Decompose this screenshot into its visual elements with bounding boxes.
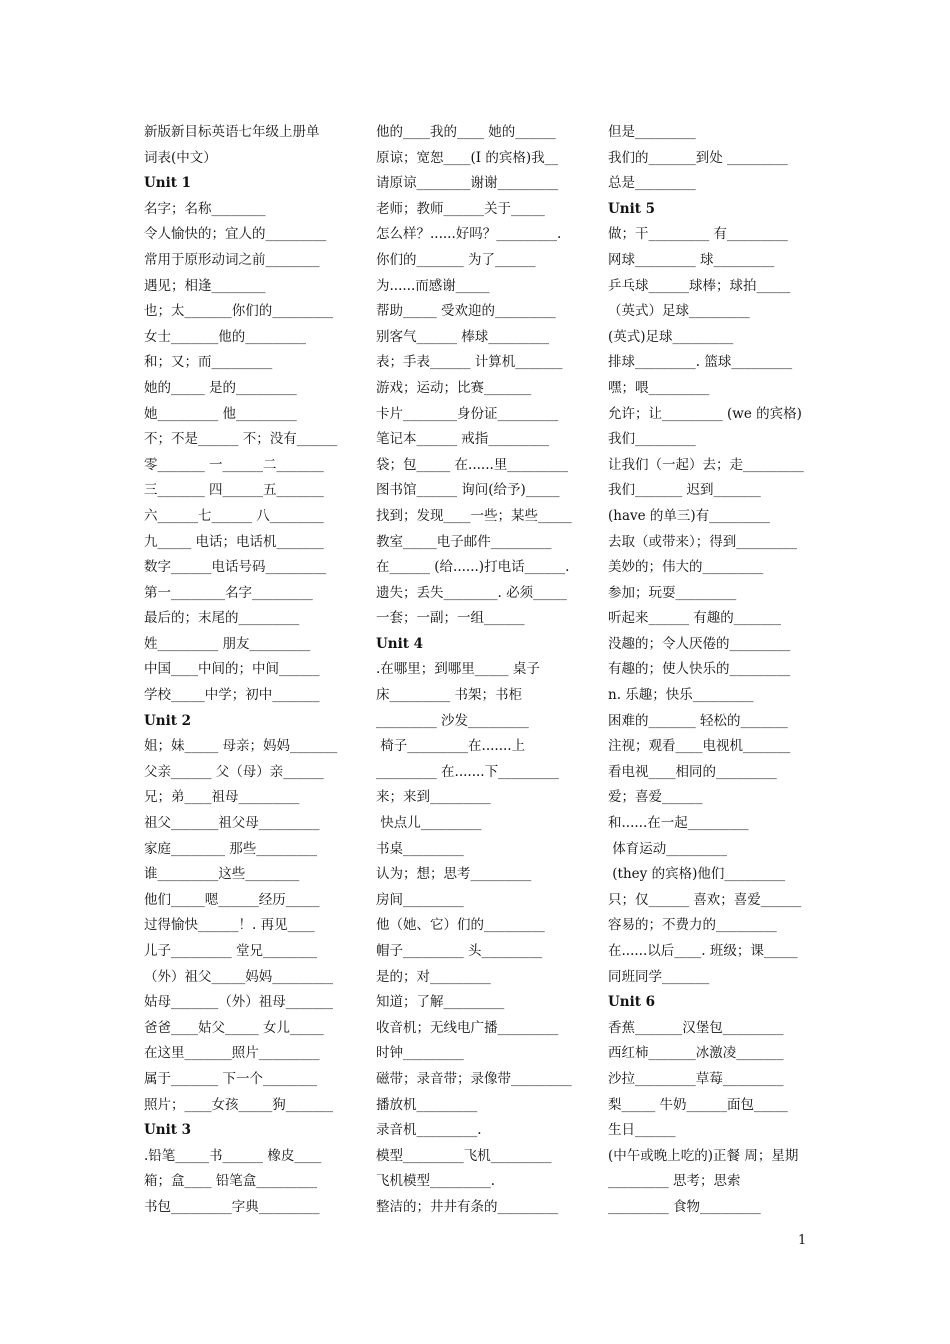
vocab-line: 看电视____相同的_________ — [608, 763, 777, 780]
vocab-line: 他（她、它）们的_________ — [376, 917, 545, 934]
unit-heading: Unit 4 — [376, 635, 424, 652]
vocab-line: 书桌_________ — [376, 840, 464, 857]
vocab-line: 磁带；录音带；录像带_________ — [376, 1070, 572, 1087]
vocab-line: 遇见；相逢________ — [144, 277, 266, 294]
vocab-line: 新版新目标英语七年级上册单 — [144, 124, 320, 140]
vocab-line: 嘿；喂_________ — [608, 379, 710, 396]
vocab-line: 最后的；末尾的_________ — [144, 610, 300, 627]
vocab-line: 姐；妹_____ 母亲；妈妈_______ — [144, 738, 338, 755]
vocab-line: 知道；了解_________ — [376, 994, 505, 1011]
vocab-line: 父亲______ 父（母）亲______ — [144, 763, 324, 780]
vocab-line: 只；仅______ 喜欢；喜爱______ — [608, 891, 802, 908]
vocab-line: 书包_________字典_________ — [144, 1198, 320, 1215]
vocab-line: 总是_________ — [608, 175, 696, 192]
vocab-line: 来；来到_________ — [376, 789, 491, 806]
vocab-line: 在这里_______照片_________ — [144, 1045, 320, 1062]
vocab-line: （英式）足球_________ — [608, 303, 750, 320]
vocab-line: 乒乓球______球棒；球拍_____ — [608, 277, 791, 294]
vocab-line: 房间_________ — [376, 891, 464, 908]
column-2 — [376, 120, 572, 1221]
vocab-line: 谁_________这些________ — [144, 866, 300, 883]
vocab-line: 我们_________ — [608, 431, 696, 448]
vocab-line: 不；不是______ 不；没有______ — [144, 431, 338, 448]
vocab-line: 认为；想；思考_________ — [376, 866, 532, 883]
column-1 — [144, 120, 337, 1221]
vocab-line: 别客气______ 棒球_________ — [376, 328, 550, 345]
vocab-line: 我们_______ 迟到_______ — [608, 482, 761, 499]
vocab-line: 照片；____女孩_____狗_______ — [144, 1096, 333, 1113]
vocab-line: (they 的宾格)他们_________ — [608, 866, 786, 883]
vocab-line: 去取（或带来）；得到_________ — [608, 533, 797, 550]
vocab-line: 他们_____嗯______经历_____ — [144, 891, 320, 908]
vocab-line: 参加；玩耍_________ — [608, 584, 737, 601]
page-number: 1 — [798, 1233, 807, 1248]
vocab-line: 和；又；而_________ — [144, 354, 273, 371]
vocab-line: 词表(中文） — [144, 149, 217, 166]
vocab-line: 零_______ 一______二_______ — [144, 456, 324, 473]
vocab-line: (英式)足球_________ — [608, 328, 734, 345]
vocab-line: (have 的单三)有_________ — [608, 507, 770, 524]
vocab-line: 遗失；丢失________. 必须_____ — [376, 584, 567, 601]
vocab-line: 飞机模型_________. — [376, 1173, 496, 1190]
vocab-line: _________ 食物_________ — [608, 1198, 761, 1215]
vocab-line: 西红柿_______冰激凌_______ — [608, 1045, 784, 1062]
vocab-line: 体育运动_________ — [608, 840, 728, 857]
column-3 — [608, 120, 804, 1221]
vocab-line: 表；手表______ 计算机_______ — [376, 354, 563, 371]
vocab-line: 让我们（一起）去；走_________ — [608, 456, 804, 473]
vocab-line: 听起来______ 有趣的_______ — [608, 610, 782, 627]
vocab-line: 图书馆______ 询问(给予)_____ — [376, 482, 560, 499]
vocab-line: 怎么样？......好吗？_________. — [376, 226, 562, 243]
vocab-line: (中午或晚上吃的)正餐 周；星期 — [608, 1147, 799, 1164]
vocab-line: 属于_______ 下一个________ — [144, 1070, 318, 1087]
vocab-line: n. 乐趣；快乐_________ — [608, 687, 754, 704]
vocab-line: 令人愉快的；宜人的_________ — [144, 226, 327, 243]
vocab-line: 爱；喜爱______ — [608, 789, 703, 806]
vocab-line: 时钟_________ — [376, 1045, 464, 1062]
vocab-line: 快点儿_________ — [376, 815, 482, 832]
vocab-line: 卡片________身份证_________ — [376, 405, 559, 422]
vocab-line: 允许；让_________ (we 的宾格) — [608, 405, 802, 422]
vocab-line: 一套；一副；一组______ — [376, 610, 525, 627]
vocab-line: 你们的_______ 为了______ — [376, 251, 536, 268]
vocab-line: 家庭________ 那些_________ — [144, 840, 318, 857]
vocab-line: 找到；发现____一些；某些_____ — [376, 507, 572, 524]
vocab-line: （外）祖父_____妈妈_________ — [144, 968, 333, 985]
vocab-line: 梨_____ 牛奶______面包_____ — [608, 1096, 788, 1113]
vocab-line: 姑母_______（外）祖母_______ — [144, 994, 333, 1011]
unit-heading: Unit 3 — [144, 1122, 192, 1139]
unit-heading: Unit 1 — [144, 175, 192, 192]
vocab-line: 教室_____电子邮件_________ — [376, 533, 552, 550]
vocab-line: 过得愉快______！. 再见____ — [144, 917, 315, 934]
vocab-line: 做；干_________ 有_________ — [608, 226, 788, 243]
vocab-line: 美妙的；伟大的_________ — [608, 559, 764, 576]
vocab-line: 他的____我的____ 她的______ — [376, 124, 556, 140]
vocab-line: 床_________ 书架；书柜 — [376, 687, 523, 704]
vocab-line: _________ 沙发_________ — [376, 712, 529, 729]
vocab-line: 收音机；无线电广播_________ — [376, 1019, 559, 1036]
vocab-line: 模型_________飞机_________ — [376, 1147, 552, 1164]
vocab-line: 九_____ 电话；电话机_______ — [144, 533, 324, 550]
vocab-line: 老师；教师______关于_____ — [376, 200, 545, 217]
vocab-line: 学校_____中学；初中_______ — [144, 687, 320, 704]
vocab-line: 录音机_________. — [376, 1122, 482, 1139]
vocab-line: 她_________ 他_________ — [144, 405, 297, 422]
vocab-line: 容易的；不费力的_________ — [608, 917, 777, 934]
vocab-line: 祖父_______祖父母_________ — [144, 815, 320, 832]
vocab-line: 也；太_______你们的_________ — [144, 303, 333, 320]
vocab-line: 在______ (给......)打电话______. — [376, 559, 570, 576]
vocab-line: 椅子_________在.......上 — [376, 738, 526, 755]
vocab-line: 第一________名字_________ — [144, 584, 313, 601]
vocab-line: 六______七______ 八________ — [144, 507, 324, 524]
vocab-line: 是的；对_________ — [376, 968, 491, 985]
vocab-line: _________ 思考；思索 — [608, 1173, 741, 1190]
vocab-line: 没趣的；令人厌倦的_________ — [608, 635, 791, 652]
vocab-line: 中国____中间的；中间______ — [144, 661, 320, 678]
vocab-line: 儿子_________ 堂兄________ — [144, 943, 318, 959]
vocab-line: 笔记本______ 戒指_________ — [376, 431, 550, 448]
vocab-line: 沙拉_________草莓_________ — [608, 1070, 784, 1087]
vocab-line: 箱；盒____ 铅笔盒_________ — [144, 1173, 318, 1190]
vocab-line: 请原谅________谢谢_________ — [376, 175, 559, 192]
vocab-line: .铅笔_____书______ 橡皮____ — [144, 1147, 322, 1164]
vocab-line: 在......以后____. 班级；课_____ — [608, 943, 798, 959]
vocab-line: 帽子_________ 头_________ — [376, 943, 543, 959]
vocab-line: 播放机_________ — [376, 1096, 478, 1113]
vocab-line: 女士_______他的_________ — [144, 328, 306, 345]
vocab-line: 名字；名称________ — [144, 200, 266, 217]
vocab-line: 兄；弟____祖母_________ — [144, 789, 300, 806]
unit-heading: Unit 5 — [608, 200, 656, 217]
vocab-line: 我们的_______到处 _________ — [608, 149, 788, 166]
vocab-line: 同班同学_______ — [608, 968, 710, 985]
unit-heading: Unit 6 — [608, 994, 656, 1011]
vocab-line: 和......在一起_________ — [608, 815, 749, 832]
vocab-line: 困难的_______ 轻松的_______ — [608, 712, 788, 729]
vocab-line: 为......而感谢_____ — [376, 277, 490, 294]
vocab-line: 她的_____ 是的_________ — [144, 379, 297, 396]
vocab-line: 注视；观看____电视机_______ — [608, 738, 791, 755]
vocab-line: 常用于原形动词之前________ — [144, 251, 320, 268]
vocab-line: .在哪里；到哪里_____ 桌子 — [376, 661, 540, 678]
vocab-line: 有趣的；使人快乐的_________ — [608, 661, 791, 678]
vocab-line: 爸爸____姑父_____ 女儿_____ — [144, 1019, 324, 1036]
vocab-line: 原谅；宽恕____(I 的宾格)我__ — [376, 149, 559, 166]
vocab-line: 三_______ 四______五_______ — [144, 482, 324, 499]
vocab-line: _________ 在.......下_________ — [376, 763, 559, 780]
vocab-line: 游戏；运动；比赛_______ — [376, 379, 532, 396]
vocab-line: 帮助_____ 受欢迎的_________ — [376, 303, 556, 320]
vocab-line: 袋；包_____ 在......里_________ — [376, 456, 569, 473]
vocab-line: 但是_________ — [608, 124, 696, 140]
vocab-line: 香蕉_______汉堡包_________ — [608, 1019, 784, 1036]
vocab-line: 排球_________. 篮球_________ — [608, 354, 793, 371]
vocab-line: 姓_________ 朋友_________ — [144, 635, 311, 652]
vocab-line: 网球_________ 球_________ — [608, 251, 775, 268]
vocab-line: 生日______ — [608, 1122, 676, 1139]
vocab-line: 数字______电话号码_________ — [144, 559, 327, 576]
unit-heading: Unit 2 — [144, 712, 192, 729]
vocab-line: 整洁的；井井有条的_________ — [376, 1198, 559, 1215]
